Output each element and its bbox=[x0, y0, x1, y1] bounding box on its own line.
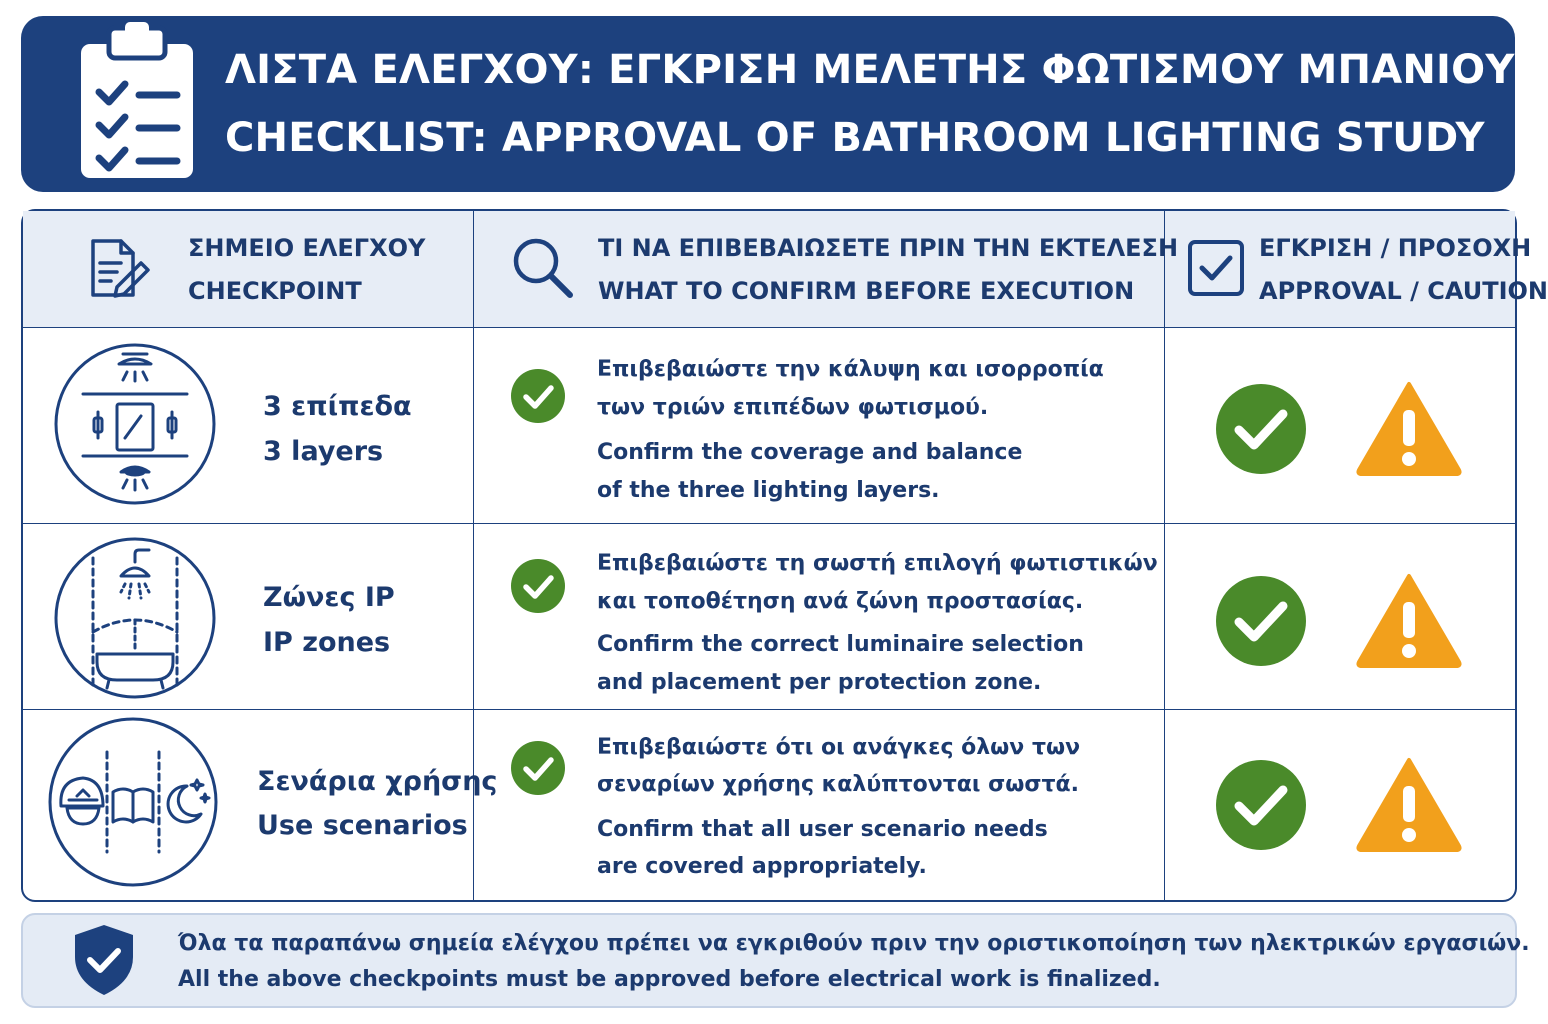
checkpoint-label-el: Ζώνες IP bbox=[263, 582, 395, 613]
magnifier-icon bbox=[510, 235, 576, 301]
table-row bbox=[23, 710, 1515, 900]
column-header-confirm-el: ΤΙ ΝΑ ΕΠΙΒΕΒΑΙΩΣΕΤΕ ΠΡΙΝ ΤΗΝ ΕΚΤΕΛΕΣΗ bbox=[598, 234, 1179, 262]
approve-check-icon[interactable] bbox=[1215, 575, 1307, 667]
check-circle-icon bbox=[511, 369, 565, 423]
column-header-checkpoint bbox=[23, 211, 473, 327]
column-header-checkpoint-en: CHECKPOINT bbox=[188, 277, 362, 305]
checkpoint-label-el: Σενάρια χρήσης bbox=[257, 766, 498, 797]
confirm-text-en-line1: Confirm the coverage and balance bbox=[597, 440, 1023, 465]
checkpoint-label-en: Use scenarios bbox=[257, 810, 468, 841]
caution-warning-icon[interactable] bbox=[1355, 572, 1463, 668]
footer-note bbox=[21, 913, 1530, 1008]
checklist-table bbox=[21, 209, 1548, 902]
checkpoint-label-en: IP zones bbox=[263, 627, 391, 658]
shower-bathtub-icon bbox=[53, 536, 217, 700]
check-circle-icon bbox=[511, 559, 565, 613]
table-row bbox=[23, 328, 1515, 523]
column-header-confirm-en: WHAT TO CONFIRM BEFORE EXECUTION bbox=[598, 277, 1135, 305]
shield-check-icon bbox=[71, 923, 137, 997]
footer-note-el: Όλα τα παραπάνω σημεία ελέγχου πρέπει να εγκριθούν πριν την οριστικοποίηση των ηλεκτρικών εργασιών. bbox=[178, 931, 1530, 956]
confirm-text-en-line1: Confirm the correct luminaire selection bbox=[597, 632, 1084, 657]
confirm-text-el-line2: σεναρίων χρήσης καλύπτονται σωστά. bbox=[597, 772, 1080, 797]
confirm-text-en-line2: and placement per protection zone. bbox=[597, 670, 1042, 695]
column-header-checkpoint-el: ΣΗΜΕΙΟ ΕΛΕΓΧΟΥ bbox=[188, 234, 426, 262]
confirm-text-el-line1: Επιβεβαιώστε ότι οι ανάγκες όλων των bbox=[597, 735, 1081, 760]
column-header-approval-el: ΕΓΚΡΙΣΗ / ΠΡΟΣΟΧΗ bbox=[1259, 234, 1532, 262]
title-banner bbox=[21, 16, 1515, 192]
checkpoint-label-el: 3 επίπεδα bbox=[263, 391, 412, 422]
checkbox-icon bbox=[1187, 239, 1245, 297]
column-header-approval bbox=[1165, 211, 1548, 327]
approve-check-icon[interactable] bbox=[1215, 383, 1307, 475]
footer-note-en: All the above checkpoints must be approved before electrical work is finalized. bbox=[178, 967, 1161, 992]
title-greek: ΛΙΣΤΑ ΕΛΕΓΧΟΥ: ΕΓΚΡΙΣΗ ΜΕΛΕΤΗΣ ΦΩΤΙΣΜΟΥ ΜΠΑΝΙΟΥ bbox=[225, 47, 1515, 93]
confirm-text-el-line2: και τοποθέτηση ανά ζώνη προστασίας. bbox=[597, 589, 1084, 614]
confirm-text-en-line1: Confirm that all user scenario needs bbox=[597, 817, 1048, 842]
check-circle-icon bbox=[511, 741, 565, 795]
confirm-text-en-line2: of the three lighting layers. bbox=[597, 478, 940, 503]
document-edit-icon bbox=[87, 237, 153, 301]
caution-warning-icon[interactable] bbox=[1355, 756, 1463, 852]
caution-warning-icon[interactable] bbox=[1355, 380, 1463, 476]
lighting-layers-icon bbox=[53, 342, 217, 506]
table-row bbox=[23, 524, 1515, 709]
confirm-text-el-line1: Επιβεβαιώστε τη σωστή επιλογή φωτιστικών bbox=[597, 551, 1158, 576]
confirm-text-en-line2: are covered appropriately. bbox=[597, 854, 927, 879]
use-scenarios-icon bbox=[47, 716, 219, 888]
column-header-confirm bbox=[474, 211, 1179, 327]
clipboard-checklist-icon bbox=[79, 22, 199, 192]
approve-check-icon[interactable] bbox=[1215, 759, 1307, 851]
confirm-text-el-line2: των τριών επιπέδων φωτισμού. bbox=[597, 395, 989, 420]
checkpoint-label-en: 3 layers bbox=[263, 436, 384, 467]
column-header-approval-en: APPROVAL / CAUTION bbox=[1259, 277, 1548, 305]
title-english: CHECKLIST: APPROVAL OF BATHROOM LIGHTING STUDY bbox=[225, 115, 1485, 161]
confirm-text-el-line1: Επιβεβαιώστε την κάλυψη και ισορροπία bbox=[597, 357, 1104, 382]
